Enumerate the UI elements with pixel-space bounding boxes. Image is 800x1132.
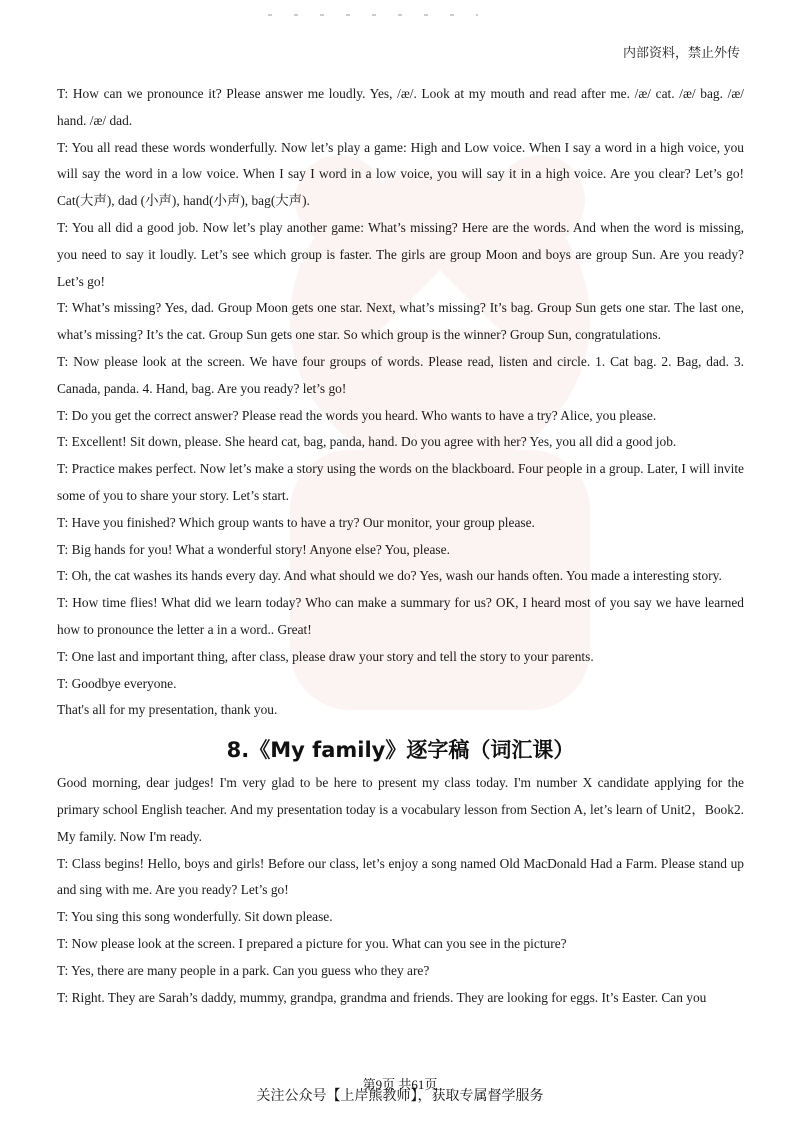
paragraph: T: Now please look at the screen. I prepared a picture for you. What can you see in the picture? [57,935,567,951]
paragraph: T: You all did a good job. Now let’s play another game: What’s missing? Here are the words. And when the word is missing, you need to say it loudly. Let’s see which group is faster. The girls are group Moon and boys are group Sun. Are you ready? Let’s go! [57,219,744,289]
paragraph: T: Excellent! Sit down, please. She heard cat, bag, panda, hand. Do you agree with her? Yes, you all did a good job. [57,434,677,450]
paragraph: T: How time flies! What did we learn today? Who can make a summary for us? OK, I heard most of you say we have learned how to pronounce the letter a in a word.. Great! [57,595,744,637]
section-title: 8.《My family》逐字稿（词汇课） [226,738,575,763]
paragraph: T: Oh, the cat washes its hands every day. And what should we do? Yes, wash our hands often. You made a interesting story. [57,568,722,584]
top-edge-mark [268,14,478,16]
confidential-note: 内部资料，禁止外传 [622,46,740,61]
paragraph: T: You sing this song wonderfully. Sit down please. [57,909,333,925]
paragraph: T: Do you get the correct answer? Please read the words you heard. Who wants to have a try? Alice, you please. [57,407,657,423]
paragraph: T: Class begins! Hello, boys and girls! Before our class, let’s enjoy a song named Old MacDonald Had a Farm. Please stand up and sing with me. Are you ready? Let’s go! [57,855,744,898]
paragraph: T: What’s missing? Yes, dad. Group Moon gets one star. Next, what’s missing? It’s bag. Group Sun gets one star. The last one, what’s missing? It’s the cat. Group Sun gets one star. So which group is the winner? Group Sun, congratulations. [57,300,744,343]
paragraph: T: Right. They are Sarah’s daddy, mummy, grandpa, grandma and friends. They are looking for eggs. It’s Easter. Can you [57,989,707,1005]
paragraph: That's all for my presentation, thank you. [57,702,278,718]
document-body [57,81,744,1011]
paragraph: T: Goodbye everyone. [57,675,177,691]
page-number: 第9页 共61页 [362,1077,438,1092]
paragraph: T: Practice makes perfect. Now let’s make a story using the words on the blackboard. Four people in a group. Later, I will invite some of you to share your story. Let’s start. [57,461,744,503]
paragraph: T: Now please look at the screen. We have four groups of words. Please read, listen and circle. 1. Cat bag. 2. Bag, dad. 3. Canada, panda. 4. Hand, bag. Are you ready? let’s go! [57,353,744,396]
paragraph: T: One last and important thing, after class, please draw your story and tell the story to your parents. [57,648,594,664]
paragraph: Good morning, dear judges! I'm very glad to be here to present my class today. I'm number X candidate applying for the primary school English teacher. And my presentation today is a vocabulary lesson from Section A, let’s learn of Unit2，Book2. My family. Now I'm ready. [57,775,744,844]
paragraph: T: How can we pronounce it? Please answer me loudly. Yes, /æ/. Look at my mouth and read after me. /æ/ cat. /æ/ bag. /æ/ hand. /æ/ dad. [57,86,744,128]
paragraph: T: Big hands for you! What a wonderful story! Anyone else? You, please. [57,541,450,557]
paragraph: T: You all read these words wonderfully. Now let’s play a game: High and Low voice. When I say a word in a high voice, you will say the word in a low voice. When I say I word in a low voice, you will say it in a high voice. Are you clear? Let’s go! Cat(大声), dad (小声), hand(小声), bag(大声). [57,139,744,209]
paragraph: T: Have you finished? Which group wants to have a try? Our monitor, your group please. [57,514,535,530]
footer-promo-text: 关注公众号【上岸熊教师】，获取专属督学服务 [256,1088,544,1104]
paragraph: T: Yes, there are many people in a park. Can you guess who they are? [57,962,430,978]
